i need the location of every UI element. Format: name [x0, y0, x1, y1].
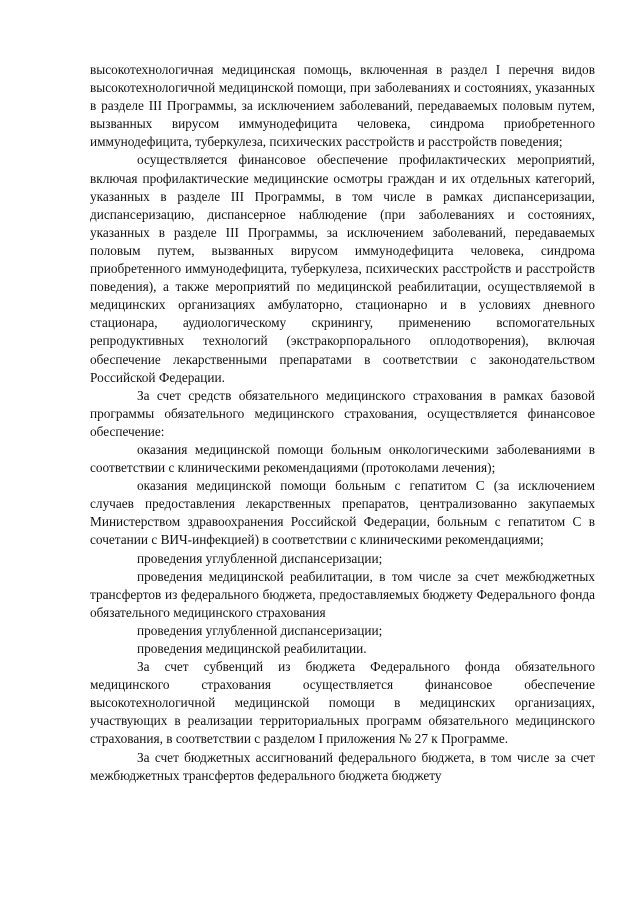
paragraph-preventive-measures: осуществляется финансовое обеспечение профилактических мероприятий, включая профилактические медицинские осмотры граждан и их отдельных категорий, указанных в разделе III Программы, в том числе в рамках диспансеризации, диспансеризацию, диспансерное наблюдение (при заболеваниях и состояниях, указанных в разделе III Программы, за исключением заболеваний, передаваемых половым путем, вызванных вирусом иммунодефицита человека, синдрома приобретенного иммунодефицита, туберкулеза, психических расстройств и расстройств поведения), а также мероприятий по медицинской реабилитации, осуществляемой в медицинских организациях амбулаторно, стационарно и в условиях дневного стационара, аудиологическому скринингу, применению вспомогательных репродуктивных технологий (экстракорпорального оплодотворения), включая обеспечение лекарственными препаратами в соответствии с законодательством Российской Федерации.	[90, 152, 595, 385]
list-item-deep-dispensary: проведения углубленной диспансеризации;	[137, 550, 383, 566]
list-item-oncology: оказания медицинской помощи больным онкологическими заболеваниями в соответствии с клиническими рекомендациями (протоколами лечения);	[90, 441, 595, 476]
list-item-hepatitis-c: оказания медицинской помощи больным с гепатитом С (за исключением случаев предоставления лекарственных препаратов, централизованно закупаемых Министерством здравоохранения Российской Федерации, больным с гепатитом С в сочетании с ВИЧ-инфекцией) в соответствии с клиническими рекомендациями;	[90, 478, 595, 548]
list-item-deep-dispensary-repeat: проведения углубленной диспансеризации;	[137, 622, 383, 638]
paragraph-hightech-care: высокотехнологичная медицинская помощь, включенная в раздел I перечня видов высокотехнологичной медицинской помощи, при заболеваниях и состояниях, указанных в разделе III Программы, за исключением заболеваний, передаваемых половым путем, вызванных вирусом иммунодефицита человека, синдрома приобретенного иммунодефицита, туберкулеза, психических расстройств и расстройств поведения;	[90, 62, 595, 150]
list-item-rehabilitation-transfers: проведения медицинской реабилитации, в том числе за счет межбюджетных трансфертов из федерального бюджета, предоставляемых бюджету Федерального фонда обязательного медицинского страхования	[90, 568, 595, 620]
paragraph-federal-budget: За счет бюджетных ассигнований федерального бюджета, в том числе за счет межбюджетных трансфертов федерального бюджета бюджету	[90, 749, 595, 783]
list-item-rehabilitation: проведения медицинской реабилитации.	[137, 641, 367, 656]
paragraph-subventions: За счет субвенций из бюджета Федерального фонда обязательного медицинского страхования осуществляется финансовое обеспечение высокотехнологичной медицинской помощи в медицинских организациях, участвующих в реализации территориальных программ обязательного медицинского страхования, в соответствии с разделом I приложения № 27 к Программе.	[90, 659, 595, 747]
paragraph-oms-financing: За счет средств обязательного медицинского страхования в рамках базовой программы обязательного медицинского страхования, осуществляется финансовое обеспечение:	[90, 387, 595, 439]
document-body	[90, 61, 595, 785]
